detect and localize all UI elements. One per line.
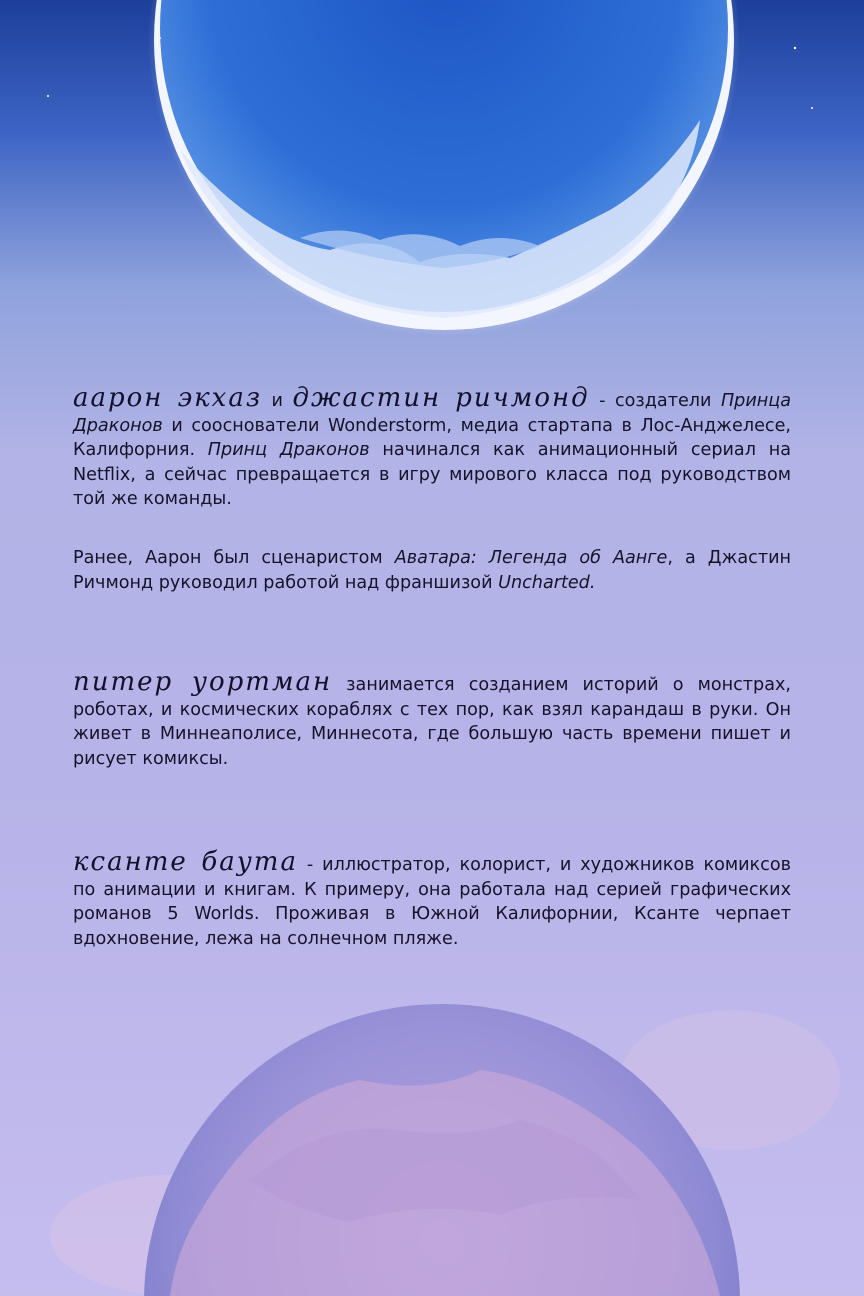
- work-title: Uncharted.: [498, 572, 596, 593]
- author-name-aaron: аарон экхаз: [73, 383, 263, 413]
- author-name-peter: питер уортман: [73, 667, 333, 697]
- top-planet: [148, 0, 740, 336]
- bio-peter: [73, 667, 791, 771]
- bottom-planet: [50, 1004, 840, 1296]
- bio-text: , а Джастин Ричмонд руководил работой над франшизой: [73, 548, 792, 593]
- author-name-xanthe: ксанте баута: [73, 847, 298, 877]
- bio-aaron-justin: [73, 383, 792, 512]
- conjunction: и: [271, 391, 283, 411]
- bio-text: - иллюстратор, колорист, и художников комиксов по анимации и книгам. К примеру, она работала над серией графических романов 5 Worlds. Проживая в Южной Калифорнии, Ксанте черпает вдохновение, лежа на солнечном пляже.: [73, 855, 791, 949]
- author-name-justin: джастин ричмонд: [292, 383, 590, 413]
- bio-text: начинался как анимационный сериал на Netflix, а сейчас превращается в игру мирового класса под руководством той же команды.: [73, 440, 791, 509]
- bio-text: занимается созданием историй о монстрах, роботах, и космических кораблях с тех пор, как взял карандаш в руки. Он живет в Миннеаполисе, Миннесота, где большую часть времени пишет и рисует комиксы.: [73, 675, 791, 769]
- work-title: Принца Драконов: [73, 391, 792, 436]
- bio-text: и сооснователи Wonderstorm, медиа стартапа в Лос-Анджелесе, Калифорния.: [73, 415, 791, 460]
- bio-text: - создатели: [589, 391, 721, 411]
- bio-text: Ранее, Аарон был сценаристом: [73, 548, 395, 568]
- work-title: Принц Драконов: [207, 440, 370, 460]
- bio-xanthe: [73, 847, 791, 951]
- work-title: Аватара: Легенда об Аанге: [394, 548, 668, 568]
- bio-previous: [73, 546, 791, 595]
